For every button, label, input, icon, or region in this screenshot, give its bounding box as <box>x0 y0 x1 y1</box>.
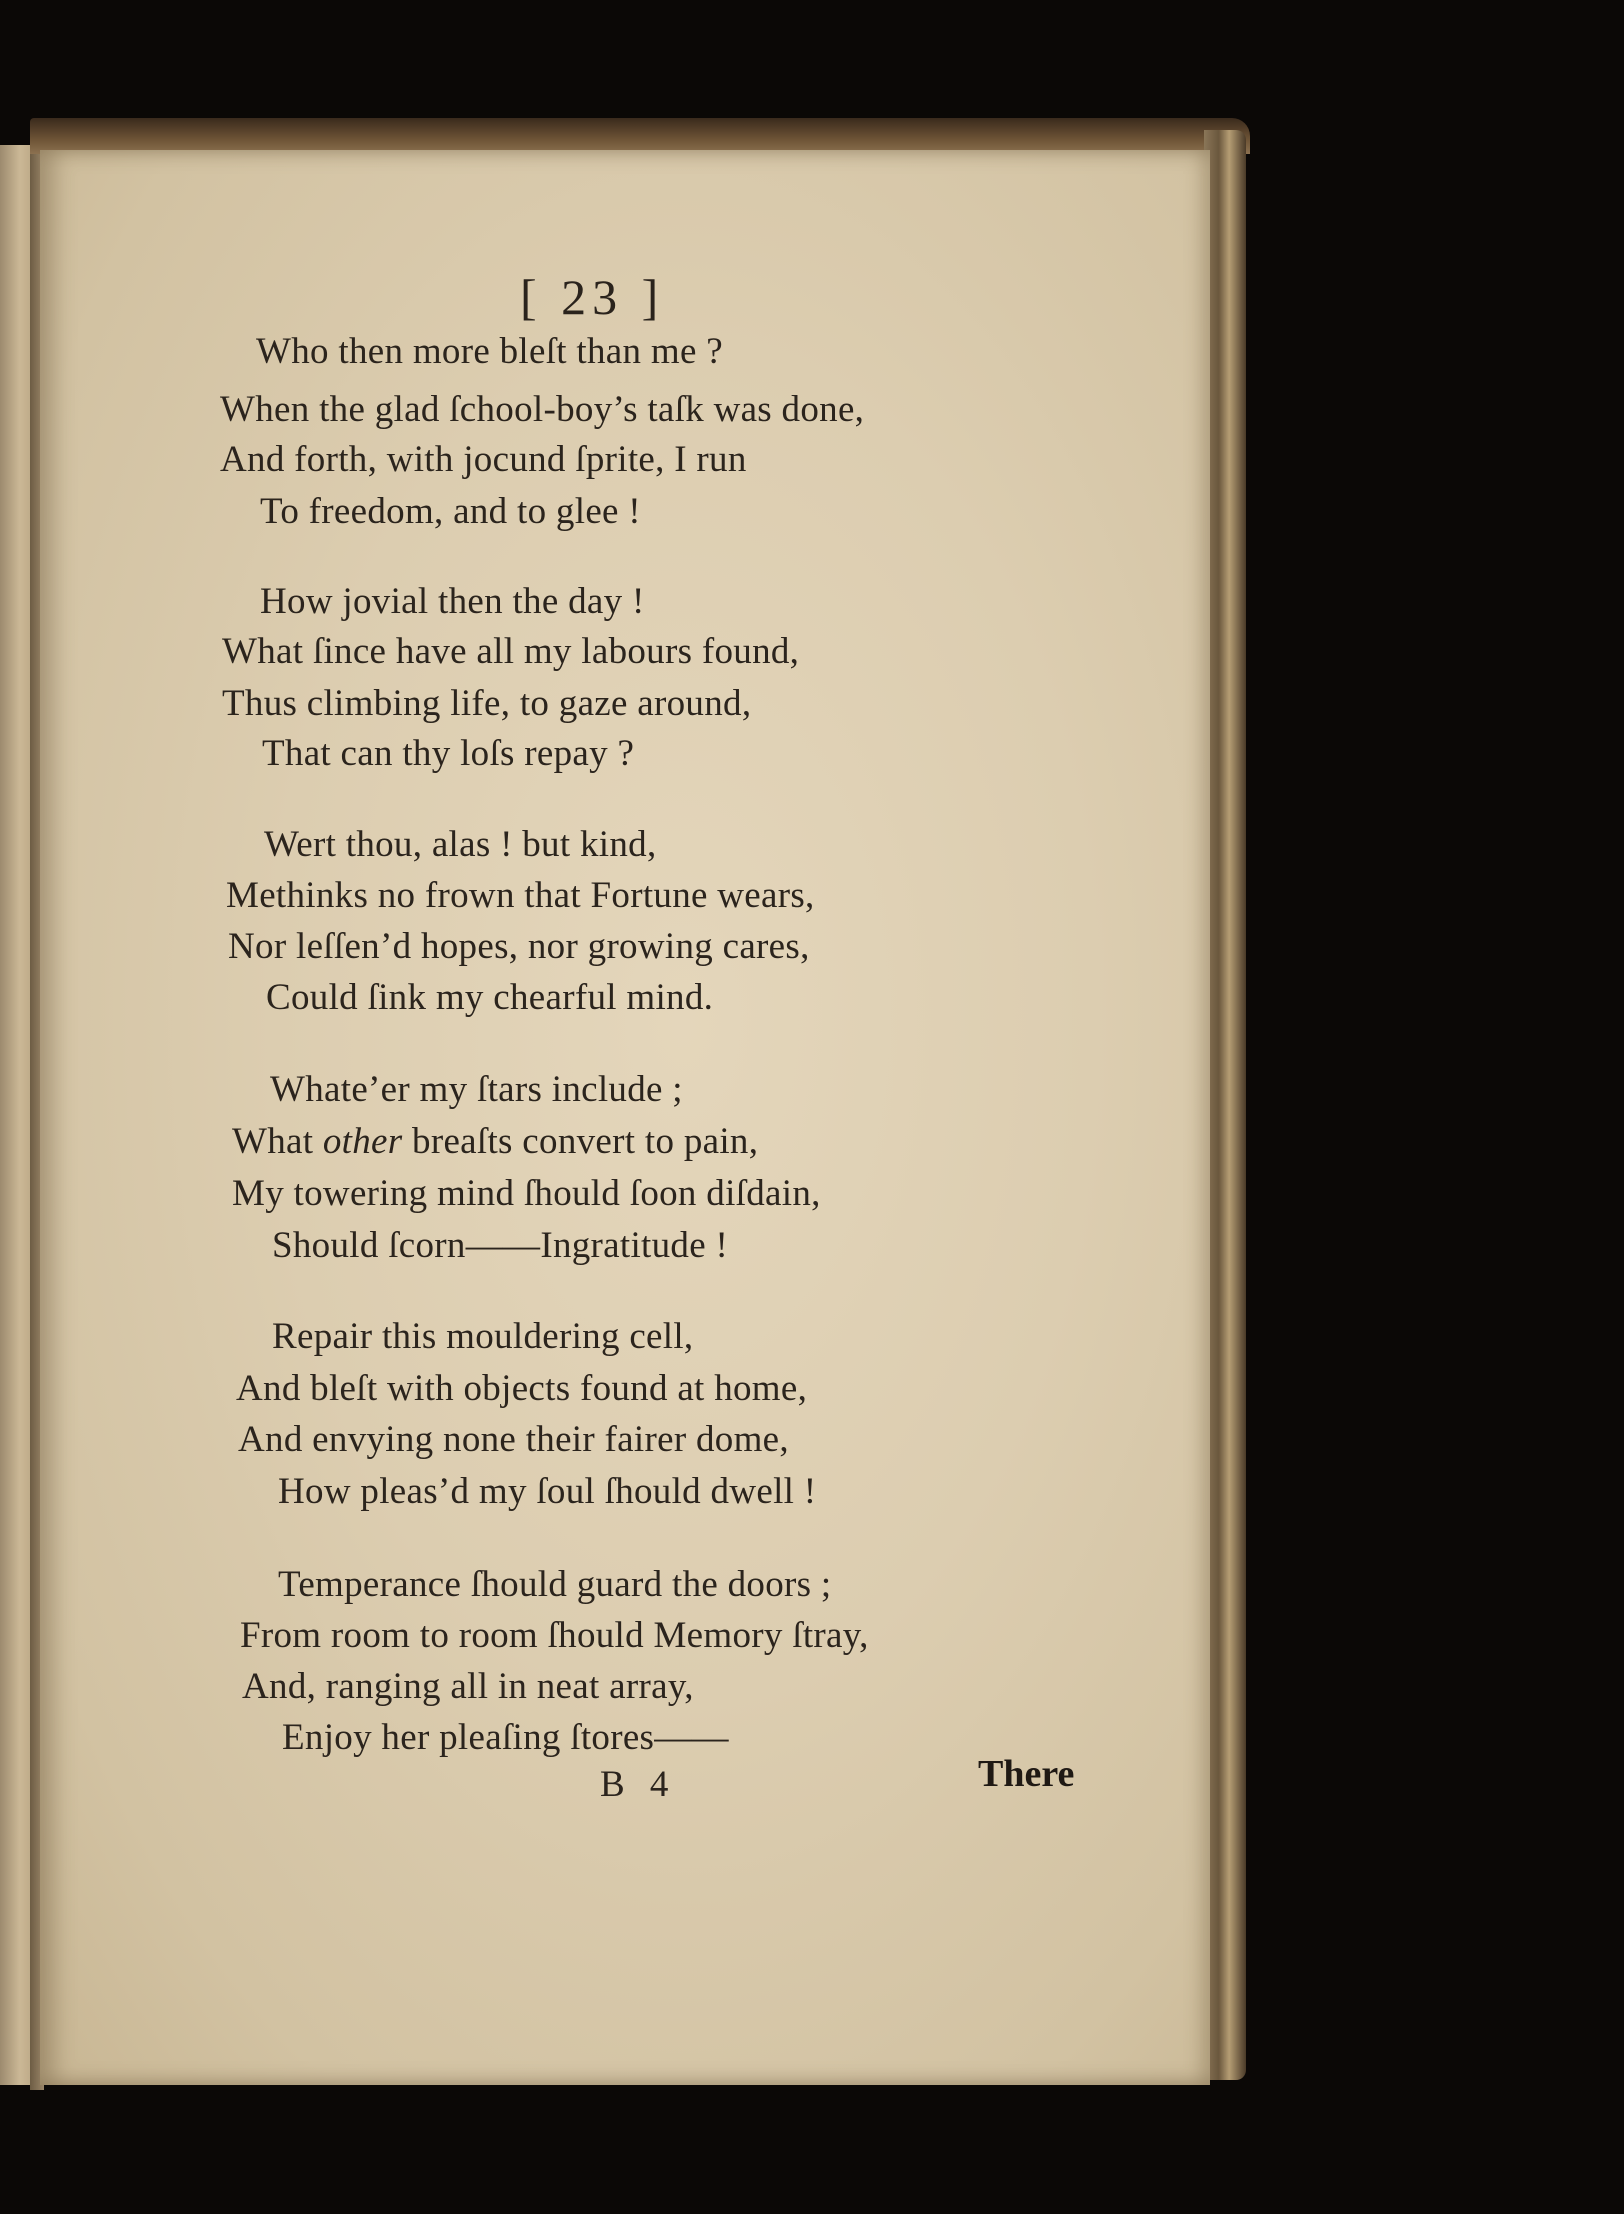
poem-line: Should ſcorn——Ingratitude ! <box>272 1225 729 1266</box>
poem-line: And, ranging all in neat array, <box>242 1666 694 1707</box>
poem-line: Thus climbing life, to gaze around, <box>222 683 752 724</box>
poem-line: That can thy loſs repay ? <box>262 733 635 774</box>
poem-line: Whate’er my ſtars include ; <box>270 1069 683 1110</box>
signature-mark: B 4 <box>600 1764 677 1805</box>
poem-line: Who then more bleſt than me ? <box>256 331 723 372</box>
poem-line: From room to room ſhould Memory ſtray, <box>240 1615 869 1656</box>
poem-line: Enjoy her pleaſing ſtores—— <box>282 1717 729 1758</box>
poem-line: What ſince have all my labours found, <box>222 631 800 672</box>
poem-line: My towering mind ſhould ſoon diſdain, <box>232 1173 821 1214</box>
poem-line-with-italic: What other breaſts convert to pain, <box>232 1121 759 1162</box>
poem-line: Methinks no frown that Fortune wears, <box>226 875 815 916</box>
page-number-header: [ 23 ] <box>520 269 665 325</box>
poem-line: Temperance ſhould guard the doors ; <box>278 1564 832 1605</box>
poem-line: How pleas’d my ſoul ſhould dwell ! <box>278 1471 817 1512</box>
poem-line: To freedom, and to glee ! <box>260 491 641 532</box>
book-cover-top-edge <box>30 118 1250 154</box>
poem-line: And envying none their fairer dome, <box>238 1419 789 1460</box>
poem-line: And bleſt with objects found at home, <box>236 1368 808 1409</box>
poem-line: Could ſink my chearful mind. <box>266 977 714 1018</box>
poem-line: Repair this mouldering cell, <box>272 1316 694 1357</box>
page-block-edge <box>1204 130 1246 2080</box>
poem-line: Nor leſſen’d hopes, nor growing cares, <box>228 926 810 967</box>
poem-line: Wert thou, alas ! but kind, <box>264 824 657 865</box>
poem-line: How jovial then the day ! <box>260 581 645 622</box>
italic-word: other <box>322 1121 403 1162</box>
poem-line: And forth, with jocund ſprite, I run <box>220 439 747 480</box>
catchword: There <box>978 1753 1075 1795</box>
poem-line: When the glad ſchool-boy’s taſk was done, <box>220 389 865 430</box>
